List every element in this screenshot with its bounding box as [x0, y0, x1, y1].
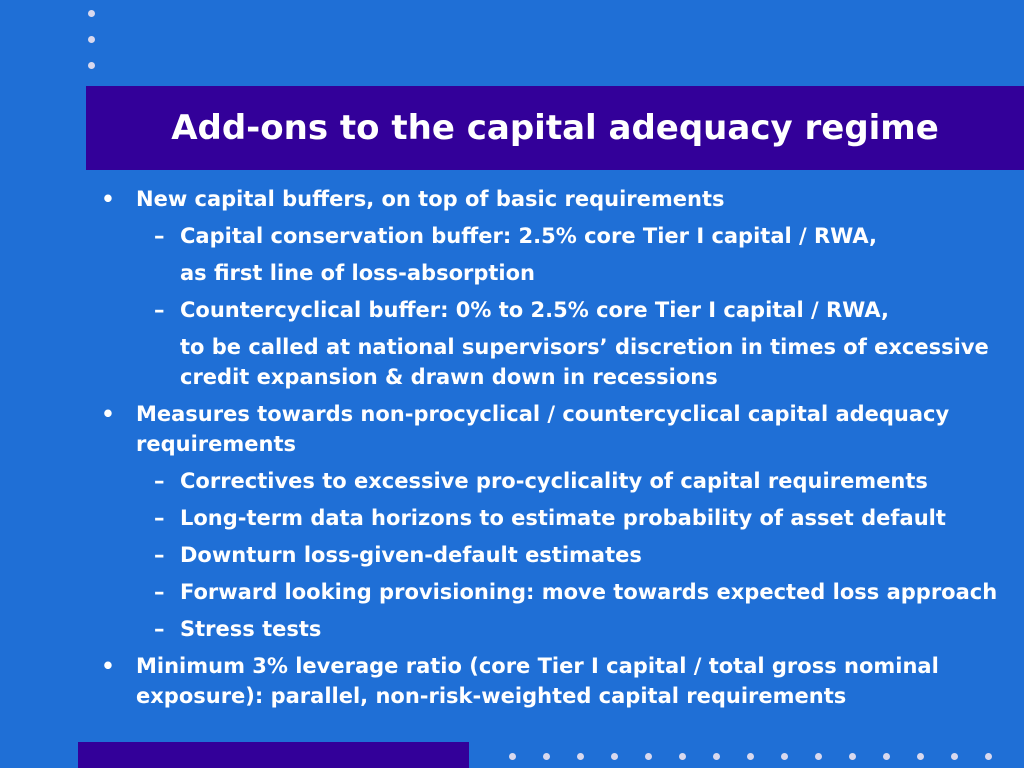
dash-marker: –	[154, 506, 165, 530]
dash-marker: –	[154, 469, 165, 493]
sub-item-text: Correctives to excessive pro-cyclicality of capital requirements	[180, 469, 928, 493]
dot	[88, 62, 95, 69]
sub-item	[98, 614, 998, 644]
dot	[951, 753, 958, 760]
sub-item-text: Downturn loss-given-default estimates	[180, 543, 642, 567]
dot	[88, 10, 95, 17]
slide-title: Add-ons to the capital adequacy regime	[171, 108, 939, 148]
dot	[645, 753, 652, 760]
footer-bar	[78, 742, 469, 768]
dot	[985, 753, 992, 760]
bullet-item	[98, 184, 998, 214]
dot	[679, 753, 686, 760]
dash-marker: –	[154, 224, 165, 248]
bullet-text: Minimum 3% leverage ratio (core Tier I capital / total gross nominal exposure): parallel, non-risk-weighted capital requirements	[136, 654, 939, 708]
dash-marker: –	[154, 580, 165, 604]
dot	[917, 753, 924, 760]
bullet-marker: •	[101, 187, 115, 211]
sub-item-text: Countercyclical buffer: 0% to 2.5% core Tier I capital / RWA,	[180, 298, 889, 322]
decorative-dots-horizontal	[509, 753, 1019, 760]
slide-content	[98, 184, 998, 711]
dot	[543, 753, 550, 760]
dot	[815, 753, 822, 760]
sub-item	[98, 577, 998, 607]
bullet-item	[98, 399, 998, 459]
title-bar	[86, 86, 1024, 170]
dot	[883, 753, 890, 760]
sub-item-text: Stress tests	[180, 617, 322, 641]
dot	[849, 753, 856, 760]
bullet-marker: •	[101, 654, 115, 678]
sub-item-text: Long-term data horizons to estimate probability of asset default	[180, 506, 946, 530]
dot	[509, 753, 516, 760]
dash-marker: –	[154, 617, 165, 641]
dot	[88, 36, 95, 43]
bullet-item	[98, 651, 998, 711]
sub-item-continuation: as first line of loss-absorption	[180, 261, 536, 285]
sub-item-continuation: to be called at national supervisors’ discretion in times of excessive credit expansion & drawn down in recessions	[180, 335, 989, 389]
sub-item-text: Forward looking provisioning: move towards expected loss approach	[180, 580, 998, 604]
sub-item	[98, 503, 998, 533]
bullet-text: New capital buffers, on top of basic requirements	[136, 187, 725, 211]
dot	[577, 753, 584, 760]
dot	[713, 753, 720, 760]
dot	[611, 753, 618, 760]
decorative-dots-vertical	[88, 10, 98, 88]
dash-marker: –	[154, 543, 165, 567]
bullet-marker: •	[101, 402, 115, 426]
dot	[781, 753, 788, 760]
sub-item	[98, 221, 998, 251]
sub-item	[98, 540, 998, 570]
sub-item	[98, 466, 998, 496]
sub-item	[98, 295, 998, 325]
sub-item-text: Capital conservation buffer: 2.5% core Tier I capital / RWA,	[180, 224, 877, 248]
dot	[747, 753, 754, 760]
bullet-text: Measures towards non-procyclical / countercyclical capital adequacy requirements	[136, 402, 950, 456]
dash-marker: –	[154, 298, 165, 322]
